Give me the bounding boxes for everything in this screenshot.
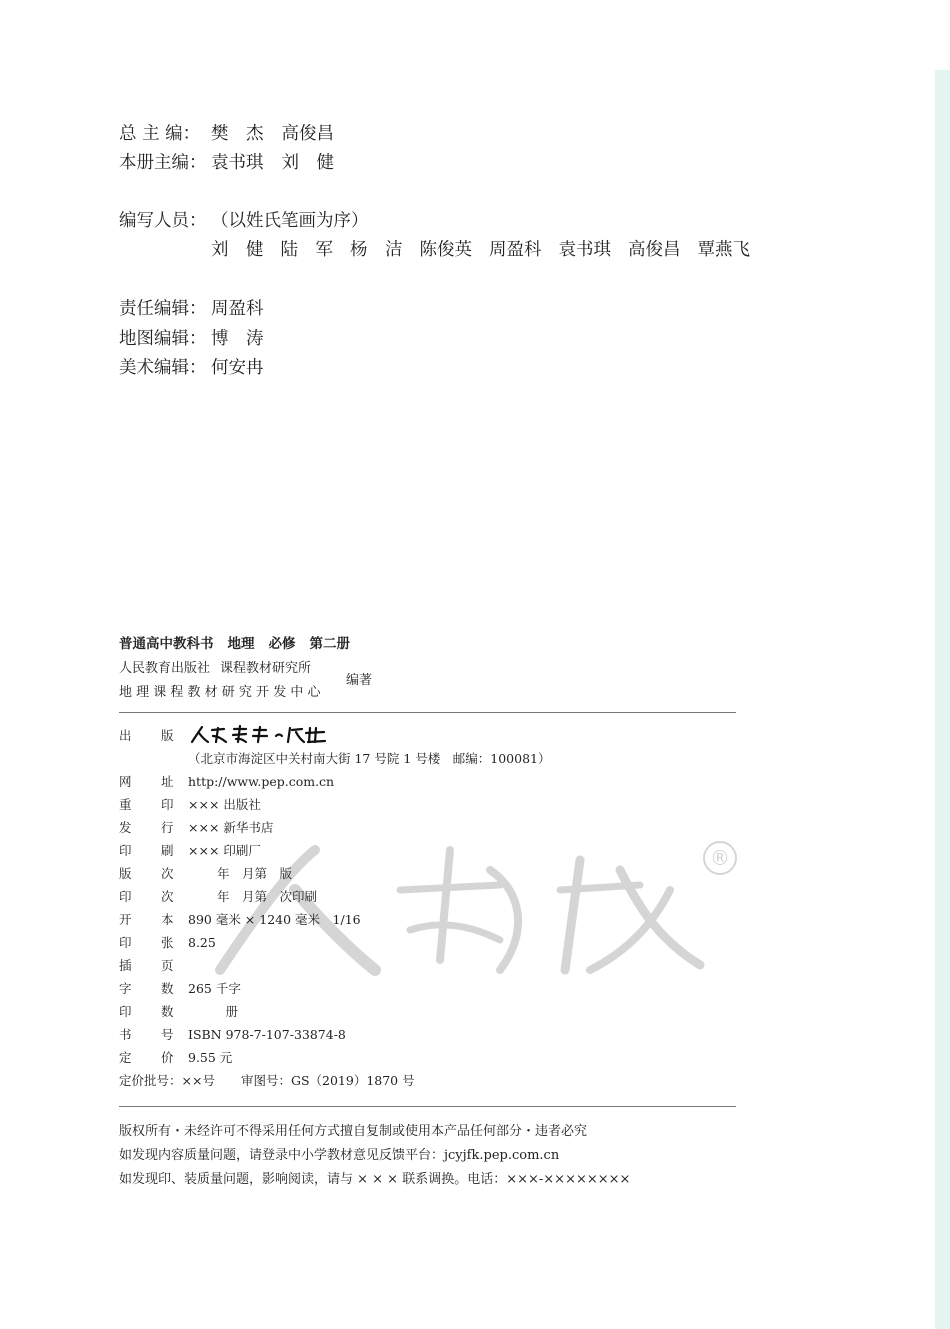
imprint-row-approval — [119, 1071, 415, 1091]
imprint-row: 字 数 265 千字 — [119, 979, 241, 999]
writer-name: 周盈科 — [489, 240, 542, 260]
art-editor-label: 美术编辑： — [119, 358, 207, 378]
publisher-line-1 — [119, 657, 321, 676]
page-edge-strip — [935, 70, 950, 1329]
volume-editor-name: 袁书琪 — [211, 153, 264, 173]
map-review-value: GS（2019）1870 号 — [290, 1073, 415, 1088]
chief-editor-name: 高俊昌 — [281, 124, 334, 144]
book-title-part: 必修 — [268, 636, 296, 652]
imprint-value: 年 月第 次印刷 — [188, 889, 317, 904]
imprint-row: 定 价 9.55 元 — [119, 1048, 232, 1068]
author-suffix: 编著 — [346, 673, 373, 688]
book-title-part: 普通高中教科书 — [119, 636, 214, 652]
imprint-value: 890 毫米 × 1240 毫米 1/16 — [188, 912, 361, 927]
imprint-row: 印 张 8.25 — [119, 933, 216, 953]
map-editor-row — [119, 328, 264, 350]
imprint-row: 印 刷 ××× 印刷厂 — [119, 841, 261, 861]
imprint-row: 重 印 ××× 出版社 — [119, 795, 261, 815]
imprint-value: http://www.pep.com.cn — [188, 774, 335, 789]
imprint-row: 发 行 ××× 新华书店 — [119, 818, 273, 838]
publisher-logo — [188, 724, 328, 746]
chief-editor-label: 总 主 编： — [119, 124, 201, 144]
writer-name: 杨 洁 — [350, 240, 403, 260]
price-approval-value: ××号 — [181, 1073, 215, 1088]
writer-name: 袁书琪 — [558, 240, 611, 260]
imprint-value: ××× 印刷厂 — [188, 843, 261, 858]
writer-name: 陆 军 — [280, 240, 333, 260]
imprint-value: 册 — [188, 1004, 239, 1019]
copyright-notice: 版权所有・未经许可不得采用任何方式擅自复制或使用本产品任何部分・违者必究 — [119, 1124, 588, 1139]
map-review-label: 审图号： — [240, 1073, 291, 1088]
writers-label: 编写人员： — [119, 211, 207, 231]
imprint-row: 版 次 年 月第 版 — [119, 864, 292, 884]
writers-list — [211, 239, 767, 261]
responsible-editor-label: 责任编辑： — [119, 299, 207, 319]
imprint-row-publisher — [119, 726, 188, 746]
map-editor-label: 地图编辑： — [119, 329, 207, 349]
imprint-value: 年 月第 版 — [188, 866, 292, 881]
chief-editor-name: 樊 杰 — [211, 124, 264, 144]
volume-editor-label: 本册主编： — [119, 153, 207, 173]
imprint-row: 印 数 册 — [119, 1002, 238, 1022]
imprint-row: 印 次 年 月第 次印刷 — [119, 887, 317, 907]
map-editor-name: 博 涛 — [211, 329, 264, 349]
volume-editor-row — [119, 152, 352, 174]
chief-editor-row — [119, 123, 352, 145]
imprint-address: （北京市海淀区中关村南大街 17 号院 1 号楼 邮编：100081） — [188, 751, 551, 766]
writer-name: 陈俊英 — [419, 240, 472, 260]
content-quality-notice: 如发现内容质量问题，请登录中小学教材意见反馈平台：jcyjfk.pep.com.cn — [119, 1148, 560, 1163]
imprint-label: 出 版 — [119, 728, 174, 743]
imprint-value: 8.25 — [188, 935, 216, 950]
book-title-part: 地理 — [227, 636, 255, 652]
imprint-value: ××× 出版社 — [188, 797, 261, 812]
writer-name: 高俊昌 — [628, 240, 681, 260]
writers-row — [119, 210, 369, 232]
imprint-value: 265 千字 — [188, 981, 241, 996]
price-approval-label: 定价批号： — [119, 1073, 182, 1088]
publisher-line-2: 地 理 课 程 教 材 研 究 开 发 中 心 — [119, 685, 321, 700]
volume-editor-name: 刘 健 — [281, 153, 334, 173]
imprint-row: 插 页 — [119, 958, 174, 973]
imprint-row: 开 本 890 毫米 × 1240 毫米 1/16 — [119, 910, 361, 930]
imprint-value: 9.55 元 — [188, 1050, 233, 1065]
book-title-part: 第二册 — [309, 636, 350, 652]
publisher-name: 人民教育出版社 — [119, 661, 211, 676]
responsible-editor-row — [119, 298, 264, 320]
responsible-editor-name: 周盈科 — [211, 299, 264, 319]
institute-name: 课程教材研究所 — [220, 661, 312, 676]
imprint-value: ××× 新华书店 — [188, 820, 274, 835]
writers-note: （以姓氏笔画为序） — [211, 211, 369, 231]
writer-name: 刘 健 — [211, 240, 264, 260]
book-title — [119, 632, 364, 652]
writer-name: 覃燕飞 — [697, 240, 750, 260]
imprint-value: ISBN 978-7-107-33874-8 — [188, 1027, 346, 1042]
imprint-row: 书 号 ISBN 978-7-107-33874-8 — [119, 1025, 346, 1045]
imprint-row: 网 址 http://www.pep.com.cn — [119, 772, 334, 792]
art-editor-name: 何安冉 — [211, 358, 264, 378]
divider-top — [119, 712, 736, 713]
registered-mark: ® — [710, 846, 730, 870]
divider-bottom — [119, 1106, 736, 1107]
print-quality-notice: 如发现印、装质量问题，影响阅读，请与 × × × 联系调换。电话：×××-×××××××× — [119, 1172, 631, 1187]
art-editor-row — [119, 357, 264, 379]
